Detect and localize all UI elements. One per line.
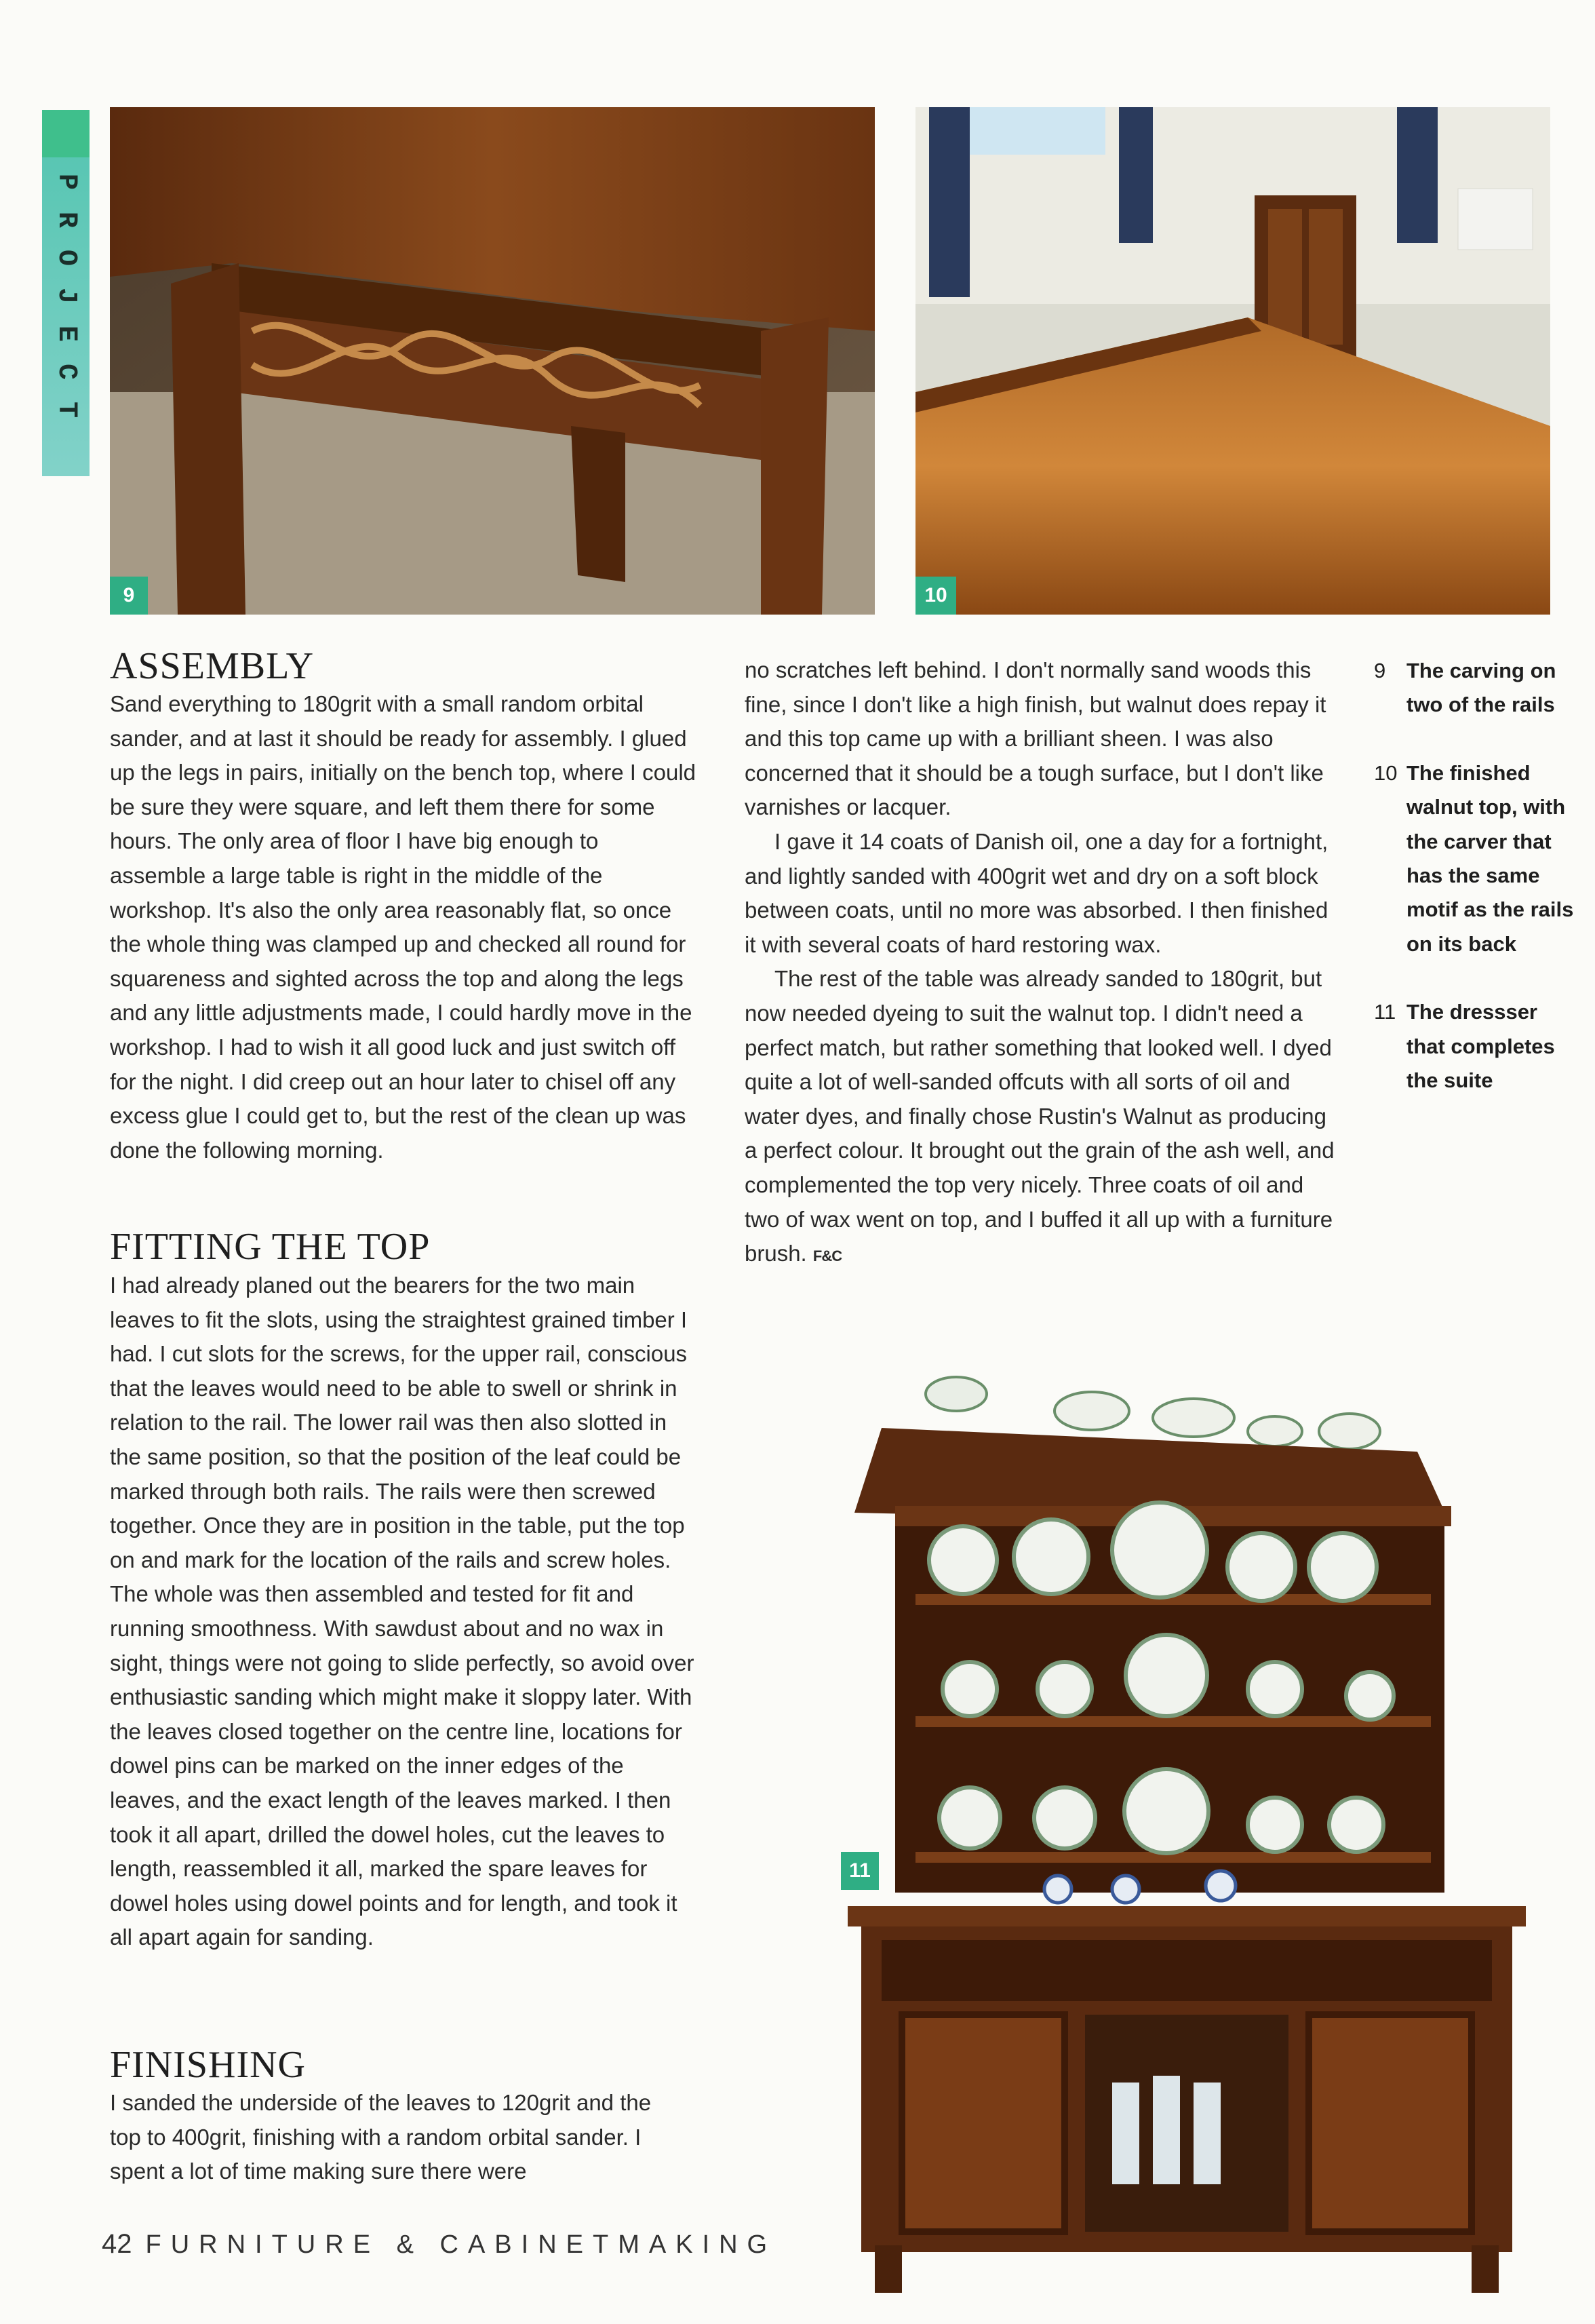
caption-number: 11 <box>1374 1000 1396 1024</box>
caption-9 <box>1374 654 1577 722</box>
publication-name: FURNITURE & CABINETMAKING <box>145 2230 777 2259</box>
section-tab <box>42 110 90 476</box>
heading-assembly: ASSEMBLY <box>110 645 315 687</box>
walnut-top-illustration <box>915 107 1550 615</box>
finishing-body <box>110 2086 686 2189</box>
captions <box>1374 654 1577 1131</box>
figure-9-badge: 9 <box>110 577 148 615</box>
caption-number: 10 <box>1374 760 1398 785</box>
photo-carved-rail <box>110 107 875 615</box>
fitting-body <box>110 1268 700 1955</box>
middle-column <box>745 653 1341 1274</box>
dresser-illustration <box>841 1363 1533 2293</box>
photo-walnut-top <box>915 107 1550 615</box>
finishing-paragraph: I sanded the underside of the leaves to 120grit and the top to 400grit, finishing with a random orbital sander. I spent a lot of time making sure there were <box>110 2090 652 2184</box>
end-mark: F&C <box>812 1247 842 1265</box>
middle-paragraph-3 <box>745 962 1341 1273</box>
caption-11 <box>1374 995 1577 1098</box>
heading-fitting-the-top: FITTING THE TOP <box>110 1226 431 1268</box>
caption-number: 9 <box>1374 659 1386 682</box>
photo-dresser <box>841 1363 1533 2293</box>
page-footer <box>102 2229 776 2260</box>
middle-paragraph-2: I gave it 14 coats of Danish oil, one a day for a fortnight, and lightly sanded with 400grit wet and dry on a soft block between coats, until no more was absorbed. I then finished it with several coats of hard restoring wax. <box>745 828 1328 957</box>
section-tab-label: P R O J E C T <box>51 173 81 418</box>
heading-finishing: FINISHING <box>110 2044 306 2086</box>
middle-paragraph-1: no scratches left behind. I don't normally sand woods this fine, since I don't like a high finish, but walnut does repay it and this top came up with a brilliant sheen. I was also concerned that it should be a tough surface, but I don't like varnishes or lacquer. <box>745 657 1326 820</box>
caption-text: The carving on two of the rails <box>1406 659 1556 717</box>
assembly-paragraph: Sand everything to 180grit with a small random orbital sander, and at last it should be ready for assembly. I glued up the legs in pairs, initially on the bench top, where I could be sure they were square, and left them there for some hours. The only area of floor I have big enough to assemble a large table is right in the middle of the workshop. It's also the only area reasonably flat, so once the whole thing was clamped up and checked all round for squareness and sighted across the top and along the legs and any little adjustments made, I could hardly move in the workshop. I had to wish it all good luck and just switch off for the night. I did creep out an hour later to chisel off any excess glue I could get to, but the rest of the clean up was done the following morning. <box>110 691 696 1163</box>
caption-text: The dressser that completes the suite <box>1406 1000 1555 1093</box>
figure-10-badge: 10 <box>915 577 956 615</box>
carved-table-illustration <box>110 107 875 615</box>
page-number: 42 <box>102 2229 132 2259</box>
assembly-body <box>110 687 700 1167</box>
middle-paragraph-3-text: The rest of the table was already sanded to 180grit, but now needed dyeing to suit the walnut top. I didn't need a perfect match, but rather something that looked well. I dyed quite a lot of well-sanded offcuts with all sorts of oil and water dyes, and finally chose Rustin's Walnut as producing a perfect colour. It brought out the grain of the ash well, and complemented the top very nicely. Three coats of oil and two of wax went on top, and I buffed it all up with a furniture brush. <box>745 966 1335 1266</box>
caption-text: The finished walnut top, with the carver that has the same motif as the rails on its back <box>1406 760 1574 956</box>
fitting-paragraph: I had already planed out the bearers for the two main leaves to fit the slots, using the straightest grained timber I had. I cut slots for the screws, for the upper rail, conscious that the leaves would need to be able to swell or shrink in relation to the rail. The lower rail was then also slotted in the same position, so that the position of the leaf could be marked through both rails. The rails were then screwed together. Once they are in position in the table, put the top on and mark for the location of the rails and screw holes. The whole was then assembled and tested for fit and running smoothness. With sawdust about and no wax in sight, things were not going to slide perfectly, so avoid over enthusiastic sanding which might make it sloppy later. With the leaves closed together on the centre line, locations for dowel pins can be marked on the inner edges of the leaves, and the exact length of the leaves marked. I then took it all apart, drilled the dowel holes, cut the leaves to length, reassembled it all, marked the spare leaves for dowel holes using dowel points and for length, and took it all apart again for sanding. <box>110 1273 694 1950</box>
caption-10 <box>1374 756 1577 961</box>
figure-11-badge: 11 <box>841 1852 879 1890</box>
